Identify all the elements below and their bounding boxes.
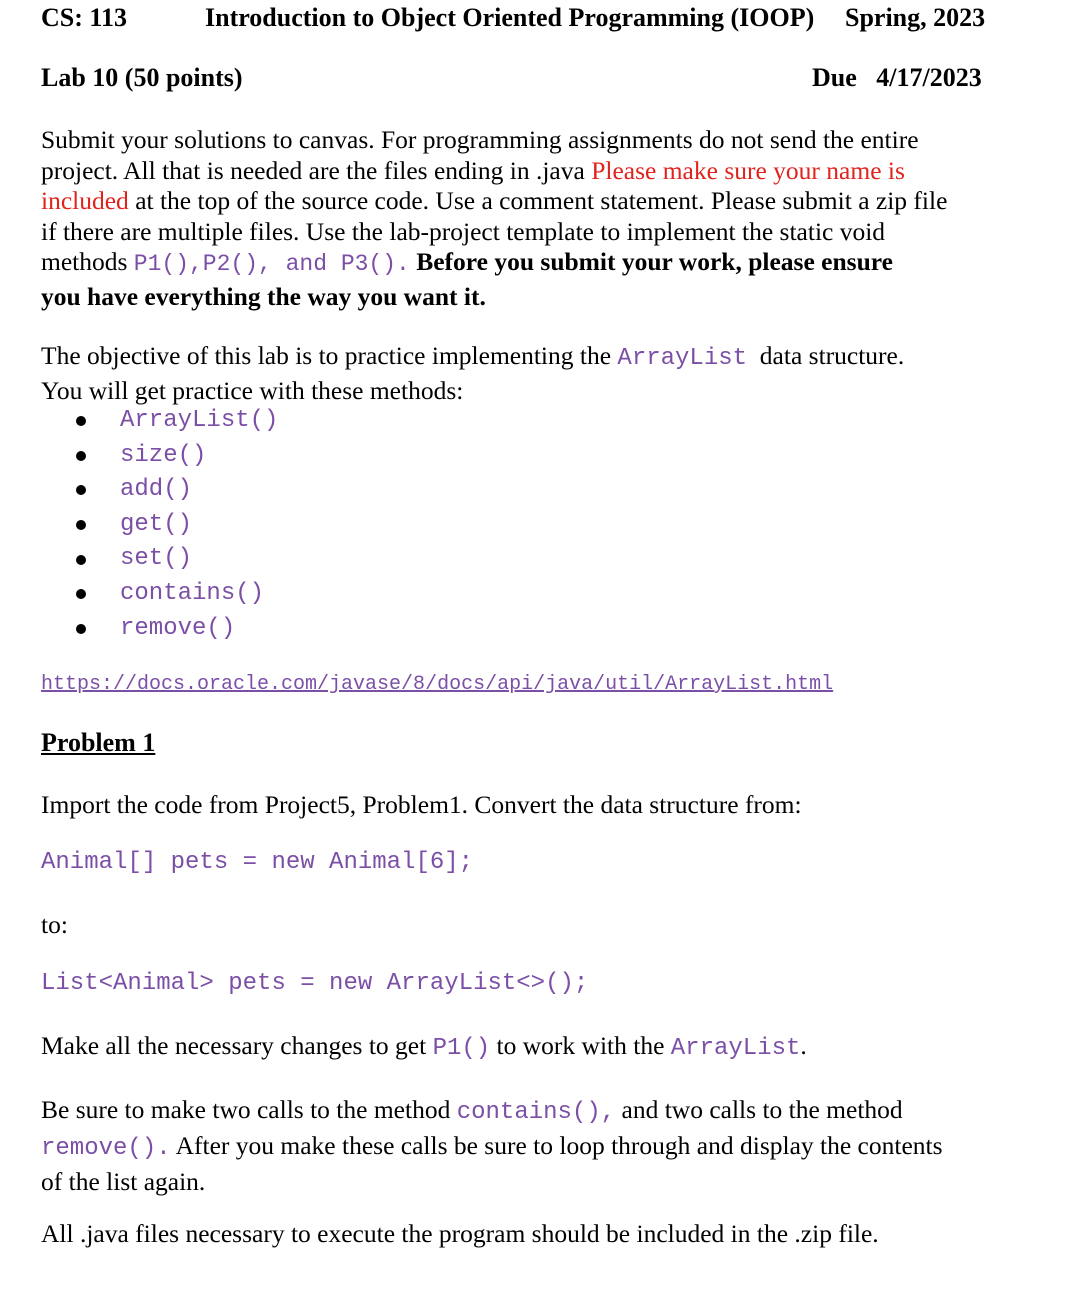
code-from: Animal[] pets = new Animal[6];: [41, 849, 474, 876]
bullet-icon: [76, 589, 86, 599]
remove-code: remove().: [41, 1135, 171, 1162]
intro-line: Submit your solutions to canvas. For programming assignments do not send the entire: [41, 125, 919, 154]
arraylist-code: ArrayList: [617, 345, 748, 372]
lab-title: Lab 10 (50 points): [41, 63, 243, 92]
bullet-icon: [76, 520, 86, 530]
calls-text: Be sure to make two calls to the method: [41, 1095, 457, 1124]
list-item: [76, 542, 278, 577]
method-name: contains(): [120, 579, 265, 607]
bullet-icon: [76, 555, 86, 565]
course-code: CS: 113: [41, 3, 127, 32]
emphasis: Before you submit your work, please ensure: [409, 247, 893, 276]
list-item: [76, 577, 278, 612]
objective-paragraph: [41, 340, 1001, 407]
method-name: size(): [120, 441, 207, 469]
method-name: ArrayList(): [120, 407, 279, 434]
changes-text: to work with the: [490, 1031, 671, 1060]
objective-line: data structure.: [747, 341, 905, 370]
arraylist-code: ArrayList: [670, 1035, 801, 1062]
to-label: to:: [41, 910, 68, 939]
course-title: Introduction to Object Oriented Programming (IOOP): [205, 3, 815, 32]
intro-line: if there are multiple files. Use the lab-project template to implement the static void: [41, 216, 886, 246]
calls-text: After you make these calls be sure to loop through and display the contents: [170, 1131, 943, 1160]
intro-line: project. All that is needed are the files ending in .java: [41, 155, 592, 185]
bullet-icon: [76, 451, 86, 461]
bullet-icon: [76, 416, 86, 426]
intro-line: at the top of the source code. Use a comment statement. Please submit a zip file: [128, 186, 948, 215]
contains-code: contains(),: [456, 1099, 616, 1126]
problem-heading: Problem 1: [41, 728, 156, 757]
intro-line: methods: [41, 247, 134, 276]
list-item: [76, 404, 278, 439]
objective-line: The objective of this lab is to practice implementing the: [41, 341, 618, 370]
emphasis: you have everything the way you want it.: [41, 281, 486, 311]
changes-text: Make all the necessary changes to get: [41, 1031, 433, 1060]
bullet-icon: [76, 485, 86, 495]
method-code: P1(),P2(), and P3().: [133, 251, 410, 277]
calls-text: of the list again.: [41, 1167, 206, 1196]
list-item: [76, 508, 278, 543]
term: Spring, 2023: [845, 3, 986, 32]
name-reminder: Please make sure your name is: [591, 155, 905, 185]
list-item: [76, 612, 278, 647]
due-date: Due 4/17/2023: [812, 63, 982, 92]
objective-line: You will get practice with these methods:: [41, 376, 464, 405]
changes-text: .: [800, 1031, 807, 1060]
intro-paragraph: [41, 125, 1001, 312]
name-reminder: included: [41, 186, 129, 215]
bullet-icon: [76, 624, 86, 634]
arraylist-docs-link[interactable]: https://docs.oracle.com/javase/8/docs/api/java/util/ArrayList.html: [41, 673, 834, 696]
calls-text: and two calls to the method: [615, 1095, 903, 1124]
p1-code: P1(): [432, 1035, 491, 1062]
calls-instruction: [41, 1093, 1001, 1198]
changes-instruction: [41, 1031, 807, 1064]
list-item: [76, 439, 278, 474]
method-name: add(): [120, 476, 193, 504]
list-item: [76, 473, 278, 508]
final-note: All .java files necessary to execute the program should be included in the .zip file.: [41, 1219, 879, 1248]
methods-list: [76, 404, 278, 646]
code-to: List<Animal> pets = new ArrayList<>();: [41, 970, 589, 997]
method-name: set(): [120, 545, 193, 573]
import-instruction: Import the code from Project5, Problem1. Convert the data structure from:: [41, 790, 802, 819]
method-name: remove(): [120, 614, 236, 642]
method-name: get(): [120, 510, 193, 538]
